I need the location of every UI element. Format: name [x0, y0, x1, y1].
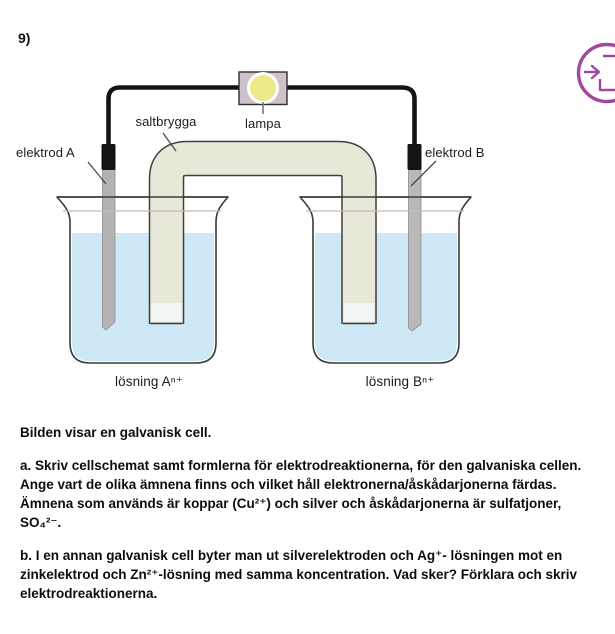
solution-a-liquid: [72, 233, 214, 361]
electrode-a-rod: [103, 150, 116, 330]
question-part-a: a. Skriv cellschemat samt formlerna för elektrodreaktionerna, för den galvaniska cellen. Ange vart de olika ämnena finns och vilket håll elektronerna/åskådarjonerna färdas. Ämnena som används är koppar (Cu²⁺) och silver och åskådarjonerna är sulfatjoner, SO₄²⁻.: [20, 458, 582, 530]
lamp-label: lampa: [245, 116, 281, 131]
lamp: [239, 72, 287, 114]
salt-bridge-opening-right: [344, 303, 375, 323]
import-page-icon[interactable]: [575, 41, 615, 107]
electrode-b-cap: [408, 144, 422, 170]
solution-b-label: lösning Bⁿ⁺: [365, 374, 435, 389]
lamp-bulb: [250, 75, 276, 101]
electrode-a-cap: [102, 144, 116, 170]
electrode-b-label: elektrod B: [425, 145, 485, 160]
salt-bridge-label: saltbrygga: [135, 114, 197, 129]
solution-a-label: lösning Aⁿ⁺: [115, 374, 183, 389]
salt-bridge-opening-left: [151, 303, 182, 323]
solution-b-liquid: [315, 233, 457, 361]
intro-sentence: Bilden visar en galvanisk cell.: [20, 425, 212, 440]
question-part-b: b. I en annan galvanisk cell byter man ut silverelektroden och Ag⁺- lösningen mot en zinkelektrod och Zn²⁺-lösning med samma koncentration. Vad sker? Förklara och skriv elektrodreaktionerna.: [20, 548, 578, 601]
question-number: 9): [18, 30, 31, 46]
electrode-a-label: elektrod A: [16, 145, 75, 160]
salt-bridge-tube: [151, 159, 376, 325]
